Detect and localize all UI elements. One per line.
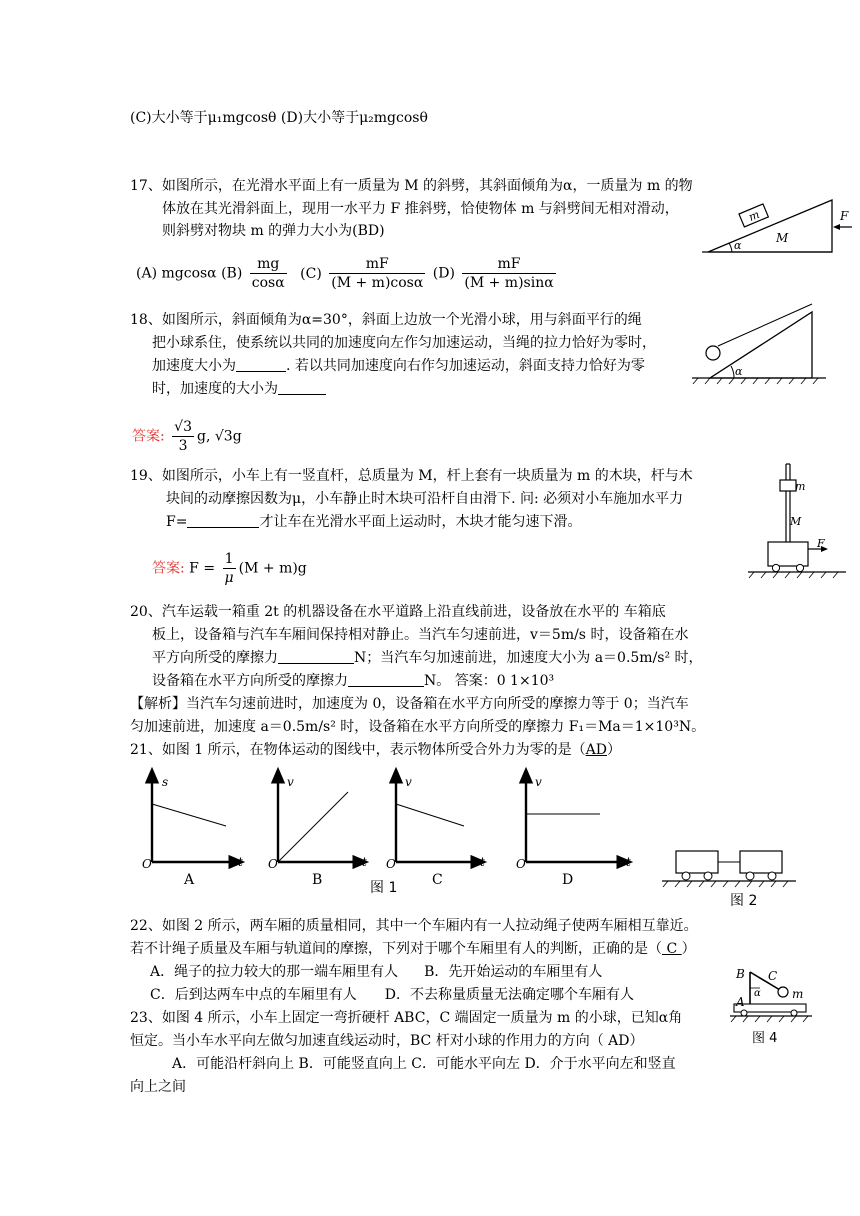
q18-line3-end: . 若以共同加速度向右作匀加速运动，斜面支持力恰好为零 (286, 358, 645, 374)
q20-blank-2[interactable] (348, 672, 424, 687)
q17-option-d: (D) (432, 265, 455, 282)
q21-line1-start: 21、如图 1 所示，在物体运动的图线中，表示物体所受合外力为零的是（ (130, 742, 586, 758)
q19-line1: 19、如图所示，小车上有一竖直杆，总质量为 M，杆上套有一块质量为 m 的木块，杆与木 (130, 468, 693, 484)
q19-blank[interactable] (187, 513, 259, 528)
q19-line3 (166, 512, 581, 532)
q17-wedge-figure (700, 190, 855, 260)
q20-line3-end: N；当汽车匀加速前进，加速度大小为 a＝0.5m/s² 时， (354, 650, 703, 666)
q18-line3-start: 加速度大小为 (152, 358, 236, 374)
graph-c (386, 774, 485, 888)
q17-fig-alpha: α (734, 239, 742, 252)
graph-b (268, 774, 367, 888)
q20-analysis-line2: 匀加速前进，加速度 a＝0.5m/s² 时，设备箱在水平方向所受的摩擦力 F₁＝Ma＝1×10³N。 (130, 719, 706, 735)
graph-a-xlabel: t (238, 855, 243, 869)
graph-b-ylabel: v (287, 775, 294, 789)
q17-fraction-b: $\frac{mg}{\cos\alpha}$ (251, 256, 285, 291)
q21-line1 (130, 740, 621, 760)
fig1-caption: 图 1 (370, 880, 398, 896)
q17-line2: 体放在其光滑斜面上，现用一水平力 F 推斜劈，恰使物体 m 与斜劈间无相对滑动， (162, 201, 679, 217)
q18-line3 (152, 356, 645, 376)
q19-answer-lhs: F = (189, 560, 216, 577)
q19-answer-fraction: $\frac{1}{\mu}$ (224, 551, 234, 586)
q22-options-ab (150, 962, 602, 982)
q20-line3-start: 平方向所受的摩擦力 (152, 650, 278, 666)
q18-answer (132, 418, 242, 455)
q18-blank-2[interactable] (278, 380, 326, 395)
q18-line2: 把小球系住，使系统以共同的加速度向左作匀加速运动，当绳的拉力恰好为零时， (152, 335, 656, 351)
graph-a-ylabel: s (162, 775, 169, 789)
q17-options (136, 255, 559, 292)
graph-b-label: B (312, 872, 323, 888)
fig4-caption: 图 4 (752, 1031, 778, 1046)
q19-answer (152, 550, 307, 587)
q18-line4 (152, 379, 326, 399)
q22-line2-end: ） (681, 941, 696, 957)
q17-fig-m: m (746, 207, 762, 224)
graph-c-xlabel: t (480, 855, 485, 869)
q22-option-c: C．后到达两车中点的车厢里有人 (150, 987, 357, 1003)
graph-d-origin: O (516, 857, 526, 871)
q18-line4-start: 时，加速度的大小为 (152, 381, 278, 397)
fig4-label-m: m (792, 987, 804, 1001)
q22-answer: C (662, 941, 682, 957)
q22-line2-start: 若不计绳子质量及车厢与轨道间的摩擦，下列对于哪个车厢里有人的判断，正确的是（ (130, 941, 662, 957)
q18-answer-tail: g, √3g (197, 428, 242, 445)
q17-line1: 17、如图所示，在光滑水平面上有一质量为 M 的斜劈，其斜面倾角为α，一质量为 m 的物 (130, 178, 693, 194)
q22-option-a: A．绳子的拉力较大的那一端车厢里有人 (150, 964, 399, 980)
q17-option-b: (B) (221, 265, 243, 282)
graph-d-xlabel: t (626, 855, 631, 869)
q19-fig-M: M (790, 515, 802, 528)
q17-option-c: (C) (300, 265, 322, 282)
q17-fraction-d: $\frac{mF}{(M + m)\sin\alpha}$ (464, 256, 554, 291)
q19-line2: 块间的动摩擦因数为μ，小车静止时木块可沿杆自由滑下. 问: 必须对小车施加水平力 (166, 491, 684, 507)
graph-a (142, 774, 243, 888)
q22-option-b: B．先开始运动的车厢里有人 (424, 964, 603, 980)
q19-fig-F: F (817, 537, 825, 550)
q18-blank-1[interactable] (236, 357, 286, 372)
q16-options-cd: (C)大小等于μ₁mgcosθ (D)大小等于μ₂mgcosθ (130, 110, 428, 126)
q23-options: A．可能沿杆斜向上 B．可能竖直向上 C．可能水平向左 D．介于水平向左和竖直 (172, 1056, 676, 1072)
fig4-label-a: A (736, 995, 745, 1009)
q19-answer-tail: (M + m)g (238, 560, 307, 577)
q19-fig-m: m (795, 480, 806, 493)
q20-line4 (152, 671, 554, 691)
q23-line2: 恒定。当小车水平向左做匀加速直线运动时，BC 杆对小球的作用力的方向（ AD） (130, 1033, 644, 1049)
fig2-caption: 图 2 (730, 893, 758, 909)
q22-options-cd (150, 985, 634, 1005)
fig4-bent-rod-cart (728, 962, 818, 1046)
q19-line3-start: F= (166, 514, 188, 530)
q18-fig-alpha: α (735, 365, 743, 378)
graph-c-ylabel: v (405, 775, 412, 789)
q21-graphs-figure (140, 768, 660, 896)
q22-line2 (130, 939, 696, 959)
q18-incline-figure (688, 308, 828, 380)
graph-d-label: D (562, 872, 574, 888)
graph-c-label: C (432, 872, 443, 888)
q22-option-d: D．不去称量质量无法确定哪个车厢有人 (384, 987, 634, 1003)
q20-line4-start: 设备箱在水平方向所受的摩擦力 (152, 673, 348, 689)
q17-fraction-c: $\frac{mF}{(M + m)\cos\alpha}$ (331, 256, 424, 291)
q19-cart-figure (746, 462, 850, 580)
q17-line3: 则斜劈对物块 m 的弹力大小为(BD) (162, 223, 385, 239)
q20-line2: 板上，设备箱与汽车车厢间保持相对静止。当汽车匀速前进，v＝5m/s 时，设备箱在水 (152, 627, 689, 643)
fig4-alpha: α (754, 988, 761, 999)
q18-answer-fraction: $\frac{√3}{3}$ (174, 419, 192, 454)
fig2-carriages (660, 845, 800, 911)
q20-line4-end: N。 答案：0 1×10³ (424, 673, 555, 689)
q20-line3 (152, 648, 703, 668)
q21-answer: AD (585, 742, 607, 758)
q23-line1: 23、如图 4 所示，小车上固定一弯折硬杆 ABC，C 端固定一质量为 m 的小球，已知α角 (130, 1010, 683, 1026)
q20-analysis-line1: 【解析】当汽车匀速前进时，加速度为 0，设备箱在水平方向所受的摩擦力等于 0；当汽车 (130, 696, 689, 712)
q22-line1: 22、如图 2 所示，两车厢的质量相同，其中一个车厢内有一人拉动绳子使两车厢相互靠近。 (130, 918, 698, 934)
q20-line1: 20、汽车运载一箱重 2t 的机器设备在水平道路上沿直线前进，设备放在水平的 车箱底 (130, 604, 666, 620)
q18-line1: 18、如图所示，斜面倾角为α=30°，斜面上边放一个光滑小球，用与斜面平行的绳 (130, 312, 642, 328)
q17-fig-F: F (840, 209, 849, 223)
graph-a-origin: O (142, 857, 152, 871)
graph-d (516, 774, 631, 888)
graph-b-xlabel: t (362, 855, 367, 869)
q19-line3-end: 才让车在光滑水平面上运动时，木块才能匀速下滑。 (259, 514, 582, 530)
q23-line4: 向上之间 (130, 1079, 186, 1095)
graph-d-ylabel: v (535, 775, 542, 789)
q19-answer-label: 答案: (152, 560, 185, 577)
q21-line1-end: ） (606, 742, 621, 758)
graph-a-label: A (184, 872, 195, 888)
graph-c-origin: O (386, 857, 396, 871)
q17-fig-M: M (776, 231, 789, 245)
fig4-label-c: C (768, 969, 778, 983)
q20-blank-1[interactable] (278, 649, 354, 664)
graph-b-origin: O (268, 857, 278, 871)
q18-answer-label: 答案: (132, 428, 165, 445)
fig4-label-b: B (736, 967, 745, 981)
q17-option-a: (A) mgcosα (136, 265, 217, 282)
